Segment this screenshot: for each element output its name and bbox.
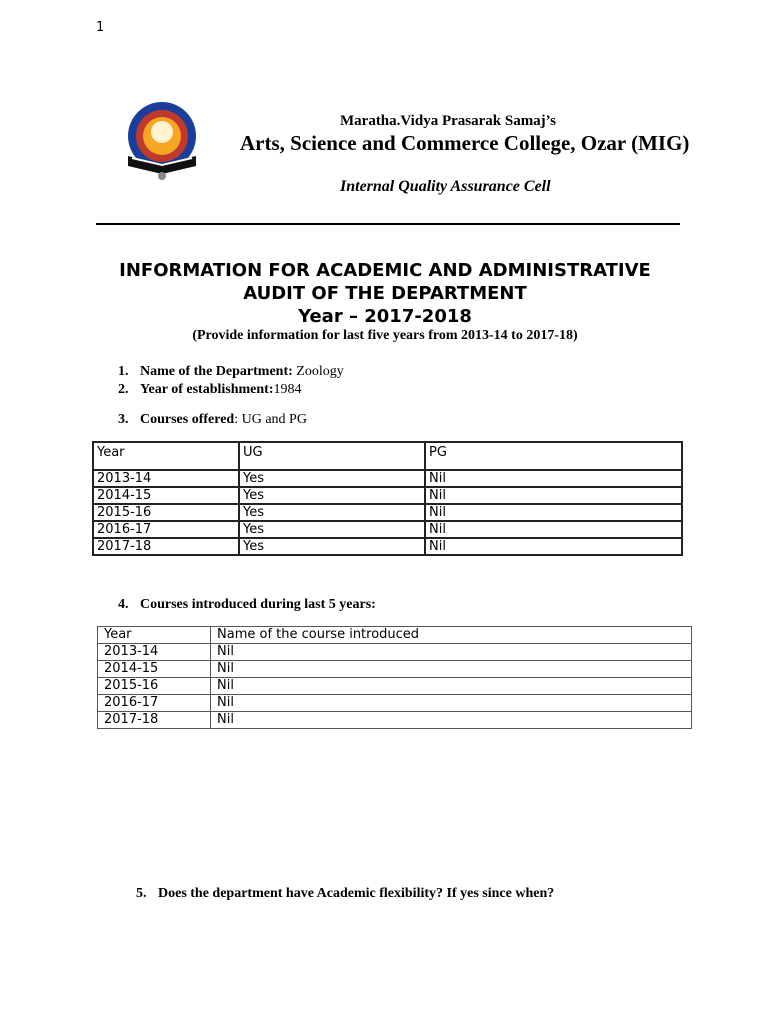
- courses-introduced-table: [97, 626, 692, 729]
- cell-name: Internal Quality Assurance Cell: [340, 178, 551, 195]
- item-department: 1. Name of the Department: Zoology: [118, 364, 344, 379]
- table-row: 2014-15 Nil: [98, 661, 692, 678]
- courses-offered-table: [92, 441, 683, 556]
- subtitle: (Provide information for last five years from 2013-14 to 2017-18): [192, 328, 578, 343]
- header-divider: [96, 223, 680, 225]
- page-number: 1: [96, 20, 105, 35]
- table-row: 2016-17 Yes Nil: [93, 521, 682, 538]
- item-courses-offered: 3. Courses offered: UG and PG: [118, 412, 307, 427]
- college-name: Arts, Science and Commerce College, Ozar (MIG): [240, 131, 690, 155]
- item-academic-flexibility: 5. Does the department have Academic flexibility? If yes since when?: [136, 886, 555, 901]
- college-logo: [126, 98, 198, 182]
- item-courses-introduced: 4. Courses introduced during last 5 years:: [118, 597, 376, 612]
- item-establishment: 2. Year of establishment:1984: [118, 382, 302, 397]
- table-header-row: Year Name of the course introduced: [98, 627, 692, 644]
- table-row: 2013-14 Nil: [98, 644, 692, 661]
- table-row: 2017-18 Nil: [98, 712, 692, 729]
- table-header-row: Year UG PG: [93, 442, 682, 470]
- table-row: 2015-16 Nil: [98, 678, 692, 695]
- table-row: 2014-15 Yes Nil: [93, 487, 682, 504]
- table-row: 2015-16 Yes Nil: [93, 504, 682, 521]
- table-row: 2016-17 Nil: [98, 695, 692, 712]
- title-line-3: Year – 2017-2018: [298, 306, 472, 327]
- table-row: 2017-18 Yes Nil: [93, 538, 682, 555]
- title-line-1: INFORMATION FOR ACADEMIC AND ADMINISTRATIVE: [119, 260, 651, 281]
- title-line-2: AUDIT OF THE DEPARTMENT: [243, 283, 527, 304]
- table-row: 2013-14 Yes Nil: [93, 470, 682, 487]
- organization-name: Maratha.Vidya Prasarak Samaj’s: [340, 113, 556, 129]
